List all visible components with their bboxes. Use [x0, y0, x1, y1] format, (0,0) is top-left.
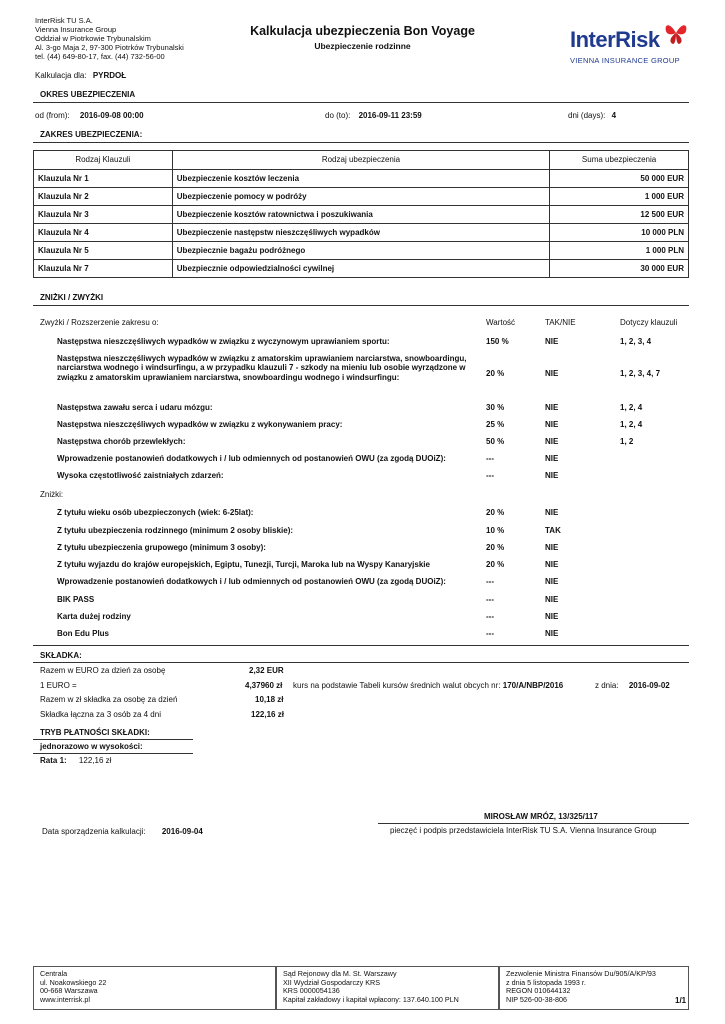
premium-total-value: 122,16 zł [251, 710, 284, 719]
sum-insured-cell: 1 000 PLN [550, 242, 689, 260]
rate-note-text: kurs na podstawie Tabeli kursów średnich walut obcych nr: [293, 681, 501, 690]
footer-line: REGON 010644132 [506, 986, 571, 995]
table-row [34, 242, 689, 260]
company-line: Al. 3-go Maja 2, 97-300 Piotrków Trybunalski [35, 43, 184, 52]
reduction-text: BIK PASS [57, 595, 95, 604]
payment-heading: TRYB PŁATNOŚCI SKŁADKI: [40, 728, 150, 737]
rate-date-label: z dnia: [595, 681, 619, 690]
payment-rate [40, 756, 111, 766]
clauses-col-header: Dotyczy klauzuli [620, 318, 678, 327]
divider [33, 305, 689, 306]
rate-date-value: 2016-09-02 [628, 681, 670, 690]
footer-line: Kapitał zakładowy i kapitał wpłacony: 137.640.100 PLN [283, 994, 459, 1004]
reduction-value: --- [486, 612, 494, 621]
footer-line: 00-668 Warszawa [40, 986, 98, 995]
reduction-value: --- [486, 629, 494, 638]
reduction-text: Wprowadzenie postanowień dodatkowych i / lub odmiennych od postanowień OWU (za zgodą DUOiZ): [57, 577, 446, 586]
reduction-yesno: NIE [545, 612, 559, 621]
clause-cell: Klauzula Nr 3 [34, 206, 173, 224]
sum-insured-cell: 1 000 EUR [550, 188, 689, 206]
insurance-type-cell: Ubezpiecznie odpowiedzialności cywilnej [172, 260, 549, 278]
signature-line [378, 823, 689, 824]
footer-line: Sąd Rejonowy dla M. St. Warszawy [283, 969, 397, 978]
footer-line: www.interrisk.pl [40, 994, 90, 1004]
footer-line: ul. Noakowskiego 22 [40, 977, 107, 987]
surcharge-text: Wysoka częstotliwość zaistniałych zdarzeń: [57, 471, 224, 480]
reduction-value: 20 % [486, 508, 505, 517]
surcharge-clauses: 1, 2, 4 [620, 420, 643, 429]
surcharge-value: --- [486, 471, 494, 480]
calc-for-value: PYRDOŁ [92, 71, 127, 80]
reduction-yesno: NIE [545, 595, 559, 604]
rate-value: 4,37960 zł [245, 681, 283, 690]
reduction-yesno: NIE [545, 629, 559, 638]
reduction-yesno: NIE [545, 543, 559, 552]
discounts-heading: ZNIŻKI / ZWYŻKI [40, 293, 104, 302]
reduction-text: Z tytułu ubezpieczenia grupowego (minimum 3 osoby): [57, 543, 266, 552]
reductions-label: Zniżki: [40, 490, 64, 499]
sum-insured-cell: 12 500 EUR [550, 206, 689, 224]
calc-date-value: 2016-09-04 [161, 827, 203, 836]
footer-line: Centrala [40, 969, 68, 978]
surcharge-text: Następstwa nieszczęśliwych wypadków w związku z wyczynowym uprawianiem sportu: [57, 337, 390, 346]
yesno-col-header: TAK/NIE [545, 318, 576, 327]
surcharge-yesno: NIE [545, 471, 559, 480]
surcharge-text: Następstwa nieszczęśliwych wypadków w związku z amatorskim uprawianiem narciarstwa, snowboardingu, narciarstwa wodnego i windsurfingu, a w przypadku klauzuli 7 - szkody na mieniu lub osobie wyrządzone w związku z amatorskim uprawianiem narciarstwa, snowboardingu wodnego i windsurfingu: [57, 354, 467, 382]
surcharges-col-label: Zwyżki / Rozszerzenie zakresu o: [40, 318, 159, 327]
surcharge-value: 150 % [486, 337, 509, 346]
surcharge-clauses: 1, 2, 3, 4, 7 [620, 369, 661, 378]
surcharge-clauses: 1, 2 [620, 437, 634, 446]
table-header-row [34, 151, 689, 170]
clause-cell: Klauzula Nr 1 [34, 170, 173, 188]
company-line: tel. (44) 649-80-17, fax. (44) 732-56-00 [35, 52, 165, 61]
clause-cell: Klauzula Nr 2 [34, 188, 173, 206]
page-subtitle: Ubezpieczenie rodzinne [314, 41, 411, 51]
period-heading: OKRES UBEZPIECZENIA [40, 90, 136, 99]
payment-rate-label: Rata 1: [40, 756, 67, 765]
sum-insured-cell: 10 000 PLN [550, 224, 689, 242]
surcharge-value: 25 % [486, 420, 505, 429]
footer-court [276, 966, 499, 1010]
surcharge-yesno: NIE [545, 403, 559, 412]
divider [33, 662, 689, 663]
company-line: InterRisk TU S.A. [35, 16, 93, 25]
reduction-value: 10 % [486, 526, 505, 535]
period-from [35, 111, 144, 121]
signature-caption: pieczęć i podpis przedstawiciela InterRisk TU S.A. Vienna Insurance Group [390, 826, 657, 835]
rate-label: 1 EURO = [40, 681, 77, 690]
insurance-type-cell: Ubezpieczenie kosztów leczenia [172, 170, 549, 188]
reduction-yesno: NIE [545, 508, 559, 517]
surcharge-yesno: NIE [545, 437, 559, 446]
scope-table [33, 150, 689, 278]
footer-permit [499, 966, 689, 1010]
surcharge-value: 20 % [486, 369, 505, 378]
divider [33, 645, 689, 646]
divider [33, 102, 689, 103]
premium-heading: SKŁADKA: [40, 651, 82, 660]
reduction-text: Karta dużej rodziny [57, 612, 131, 621]
premium-total-label: Składka łączna za 3 osób za 4 dni [40, 710, 161, 719]
reduction-yesno: NIE [545, 577, 559, 586]
period-from-value: 2016-09-08 00:00 [79, 111, 144, 120]
scope-heading: ZAKRES UBEZPIECZENIA: [40, 130, 143, 139]
rate-date [595, 681, 670, 691]
reduction-value: 20 % [486, 543, 505, 552]
divider [33, 739, 193, 740]
divider [33, 753, 193, 754]
rate-note [293, 681, 563, 691]
calc-date [42, 827, 203, 837]
period-to [325, 111, 422, 121]
table-header-cell: Rodzaj ubezpieczenia [172, 151, 549, 170]
agent-name: MIROSŁAW MRÓZ, 13/325/117 [484, 812, 598, 821]
page-title: Kalkulacja ubezpieczenia Bon Voyage [250, 24, 475, 38]
reduction-text: Z tytułu wyjazdu do krajów europejskich, Egiptu, Tunezji, Turcji, Maroka lub na Wyspy Kanaryjskie [57, 560, 430, 569]
footer-hq [33, 966, 276, 1010]
period-days [568, 111, 616, 121]
surcharge-yesno: NIE [545, 420, 559, 429]
reduction-text: Bon Edu Plus [57, 629, 109, 638]
footer-line: z dnia 5 listopada 1993 r. [506, 977, 586, 987]
value-col-header: Wartość [486, 318, 516, 327]
surcharge-value: --- [486, 454, 494, 463]
payment-rate-value: 122,16 zł [78, 756, 112, 765]
surcharge-text: Następstwa zawału serca i udaru mózgu: [57, 403, 213, 412]
footer-line: Zezwolenie Ministra Finansów Du/905/A/KP/93 [506, 969, 656, 978]
clause-cell: Klauzula Nr 5 [34, 242, 173, 260]
footer-line: XII Wydział Gospodarczy KRS [283, 977, 380, 987]
premium-pln-value: 10,18 zł [255, 695, 284, 704]
table-row [34, 224, 689, 242]
calc-for [35, 71, 126, 81]
surcharge-text: Następstwa chorób przewlekłych: [57, 437, 186, 446]
period-to-value: 2016-09-11 23:59 [358, 111, 422, 120]
reduction-value: --- [486, 595, 494, 604]
footer-line: NIP 526-00-38-806 [506, 994, 568, 1004]
surcharge-yesno: NIE [545, 454, 559, 463]
surcharge-clauses: 1, 2, 3, 4 [620, 337, 652, 346]
divider [33, 142, 689, 143]
reduction-yesno: TAK [545, 526, 561, 535]
reduction-text: Z tytułu ubezpieczenia rodzinnego (minimum 2 osoby bliskie): [57, 526, 294, 535]
table-row [34, 170, 689, 188]
butterfly-icon [664, 20, 688, 46]
insurance-type-cell: Ubezpiecznie bagażu podróżnego [172, 242, 549, 260]
table-header-cell: Rodzaj Klauzuli [34, 151, 173, 170]
period-days-value: 4 [611, 111, 617, 120]
calc-for-label: Kalkulacja dla: [35, 71, 87, 80]
rate-table: 170/A/NBP/2016 [502, 681, 564, 690]
period-days-label: dni (days): [568, 111, 606, 120]
interrisk-logo [560, 18, 690, 68]
surcharge-value: 50 % [486, 437, 505, 446]
period-to-label: do (to): [325, 111, 351, 120]
table-header-cell: Suma ubezpieczenia [550, 151, 689, 170]
reduction-yesno: NIE [545, 560, 559, 569]
clause-cell: Klauzula Nr 4 [34, 224, 173, 242]
period-from-label: od (from): [35, 111, 70, 120]
surcharge-yesno: NIE [545, 369, 559, 378]
table-row [34, 260, 689, 278]
logo-tagline: VIENNA INSURANCE GROUP [570, 56, 680, 65]
sum-insured-cell: 50 000 EUR [550, 170, 689, 188]
calc-date-label: Data sporządzenia kalkulacji: [42, 827, 146, 836]
table-row [34, 206, 689, 224]
logo-wordmark: InterRisk [570, 27, 660, 52]
surcharge-value: 30 % [486, 403, 505, 412]
reduction-value: 20 % [486, 560, 505, 569]
premium-eur-label: Razem w EURO za dzień za osobę [40, 666, 166, 675]
reduction-value: --- [486, 577, 494, 586]
surcharge-yesno: NIE [545, 337, 559, 346]
footer-line: KRS 0000054136 [283, 986, 340, 995]
reduction-text: Z tytułu wieku osób ubezpieczonych (wiek: 6-25lat): [57, 508, 254, 517]
surcharge-text: Wprowadzenie postanowień dodatkowych i / lub odmiennych od postanowień OWU (za zgodą DUOiZ): [57, 454, 446, 463]
sum-insured-cell: 30 000 EUR [550, 260, 689, 278]
surcharge-clauses: 1, 2, 4 [620, 403, 643, 412]
insurance-type-cell: Ubezpieczenie pomocy w podróży [172, 188, 549, 206]
company-line: Oddział w Piotrkowie Trybunalskim [35, 34, 151, 43]
premium-eur-value: 2,32 EUR [249, 666, 284, 675]
company-line: Vienna Insurance Group [35, 25, 117, 34]
surcharge-text: Następstwa nieszczęśliwych wypadków w związku z wykonywaniem pracy: [57, 420, 343, 429]
payment-mode: jednorazowo w wysokości: [40, 742, 143, 751]
table-row [34, 188, 689, 206]
insurance-type-cell: Ubezpieczenie następstw nieszczęśliwych wypadków [172, 224, 549, 242]
clause-cell: Klauzula Nr 7 [34, 260, 173, 278]
premium-pln-label: Razem w zł składka za osobę za dzień [40, 695, 178, 704]
page-number: 1/1 [675, 996, 687, 1005]
insurance-type-cell: Ubezpieczenie kosztów ratownictwa i poszukiwania [172, 206, 549, 224]
